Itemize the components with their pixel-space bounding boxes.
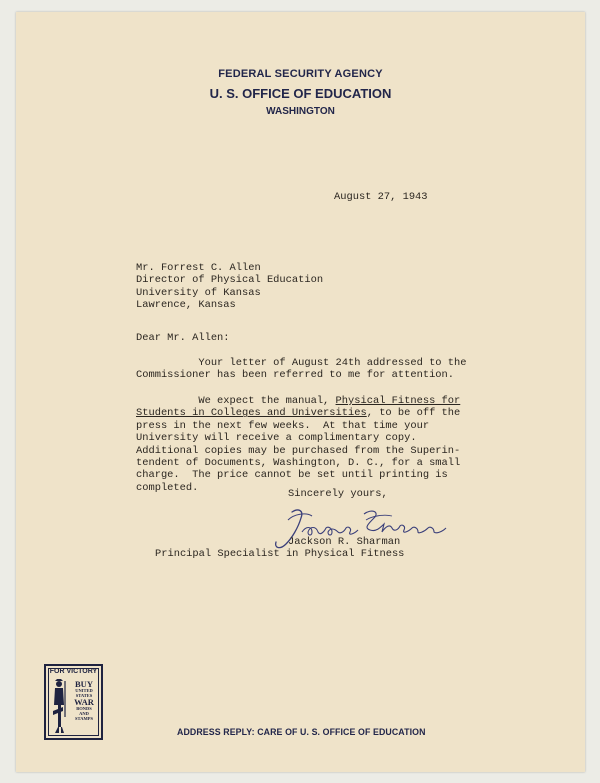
body-line: tendent of Documents, Washington, D. C., for a small	[136, 457, 461, 470]
manual-title: Physical Fitness for	[335, 395, 461, 407]
letterhead-agency: FEDERAL SECURITY AGENCY	[218, 68, 383, 80]
letter-date: August 27, 1943	[334, 191, 428, 203]
body-line: press in the next few weeks. At that time your	[136, 419, 430, 432]
manual-title: Students in Colleges and Universities	[136, 407, 367, 420]
body-line: Commissioner has been referred to me for attention.	[136, 369, 455, 382]
closing: Sincerely yours,	[288, 488, 388, 500]
stamp-word: AND	[79, 711, 89, 716]
recipient-line: Director of Physical Education	[136, 274, 324, 287]
body-line: Your letter of August 24th addressed to the	[136, 357, 467, 369]
recipient-line: Lawrence, Kansas	[136, 299, 236, 312]
body-line: , to be off the	[366, 407, 461, 420]
stamp-word: STAMPS	[75, 716, 93, 721]
stamp-word: BUY	[75, 679, 93, 689]
body-line: We expect the manual,	[136, 395, 336, 407]
reply-address-footer: ADDRESS REPLY: CARE OF U. S. OFFICE OF EDUCATION	[177, 727, 426, 737]
stamp-word: STATES	[75, 693, 93, 698]
signer-name: Jackson R. Sharman	[288, 536, 401, 548]
stamp-word: UNITED	[75, 688, 93, 693]
salutation: Dear Mr. Allen:	[136, 332, 230, 344]
body-line: University will receive a complimentary copy.	[136, 432, 417, 445]
stamp-word: WAR	[74, 697, 94, 707]
recipient-line: Mr. Forrest C. Allen	[136, 262, 261, 274]
letterhead-office: U. S. OFFICE OF EDUCATION	[209, 86, 392, 101]
signer-title: Principal Specialist in Physical Fitness	[155, 548, 405, 560]
stamp-text	[69, 680, 99, 721]
minuteman-icon	[49, 677, 69, 735]
body-line: completed.	[136, 481, 199, 494]
war-bonds-stamp	[44, 664, 103, 740]
body-line: charge. The price cannot be set until printing is	[136, 469, 448, 482]
letterhead-city: WASHINGTON	[266, 106, 335, 117]
recipient-address	[136, 262, 323, 312]
stamp-word: BONDS	[76, 706, 92, 711]
recipient-line: University of Kansas	[136, 286, 261, 299]
body-paragraph-2	[136, 395, 460, 494]
stamp-heading: FOR VICTORY	[49, 668, 98, 675]
body-line: Additional copies may be purchased from the Superin-	[136, 444, 461, 457]
body-paragraph-1	[136, 357, 466, 382]
letter-page	[16, 12, 585, 772]
